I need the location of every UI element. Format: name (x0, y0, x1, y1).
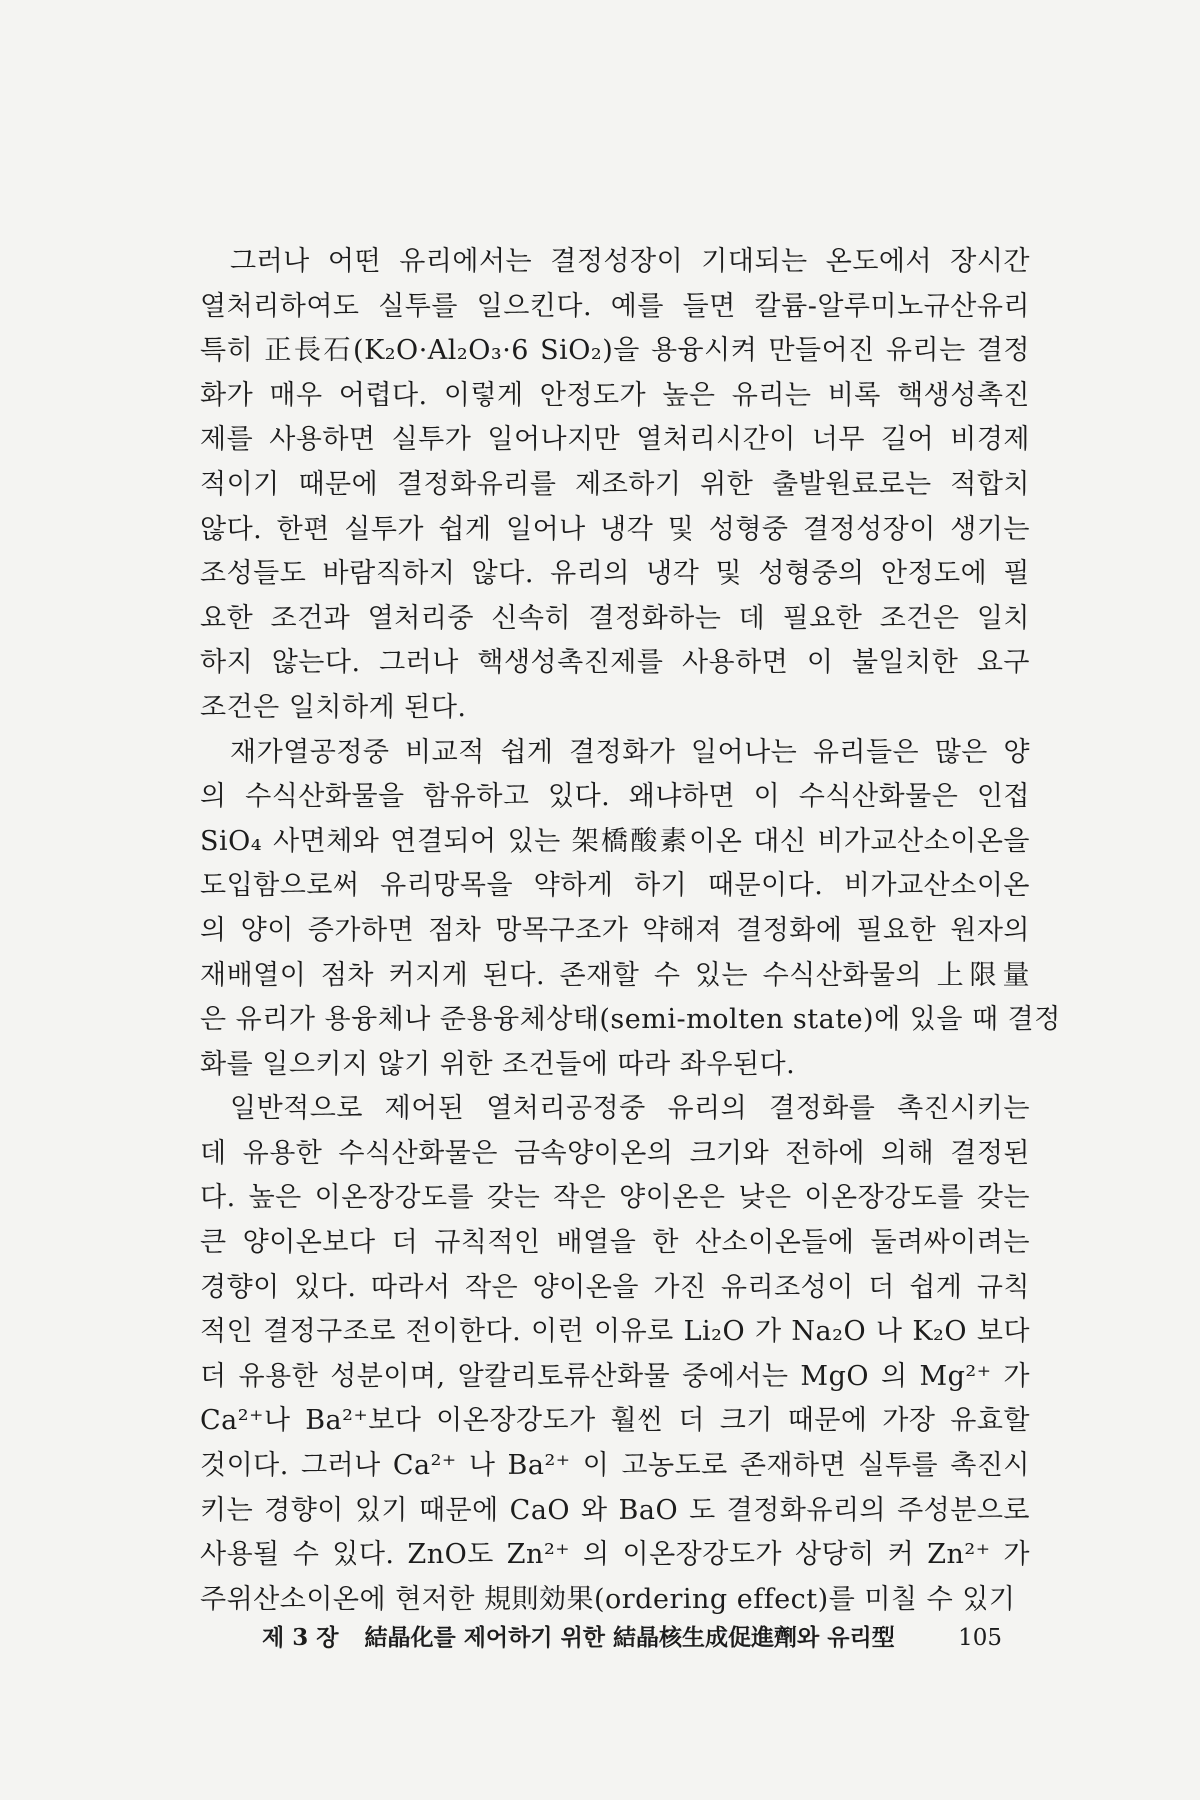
paragraph (200, 240, 1030, 731)
text-line: 다. 높은 이온장강도를 갖는 작은 양이온은 낮은 이온장강도를 갖는 (200, 1182, 1030, 1214)
text-line: SiO₄ 사면체와 연결되어 있는 架橋酸素이온 대신 비가교산소이온을 (200, 825, 1030, 857)
page-number: 105 (958, 1625, 1002, 1651)
text-line: 적이기 때문에 결정화유리를 제조하기 위한 출발원료로는 적합치 (200, 468, 1030, 500)
text-line: 하지 않는다. 그러나 핵생성촉진제를 사용하면 이 불일치한 요구 (200, 647, 1030, 679)
text-line: 조성들도 바람직하지 않다. 유리의 냉각 및 성형중의 안정도에 필 (200, 558, 1030, 590)
paragraph (200, 731, 1061, 1088)
text-line: 재가열공정중 비교적 쉽게 결정화가 일어나는 유리들은 많은 양 (230, 736, 1030, 768)
text-line: 열처리하여도 실투를 일으킨다. 예를 들면 칼륨-알루미노규산유리 (200, 290, 1030, 322)
text-line: 그러나 어떤 유리에서는 결정성장이 기대되는 온도에서 장시간 (230, 246, 1030, 277)
text-line: 큰 양이온보다 더 규칙적인 배열을 한 산소이온들에 둘려싸이려는 (200, 1227, 1030, 1259)
text-line: 재배열이 점차 커지게 된다. 존재할 수 있는 수식산화물의 上限量 (200, 959, 1030, 991)
text-line: 일반적으로 제어된 열처리공정중 유리의 결정화를 촉진시키는 (230, 1093, 1030, 1125)
running-footer (262, 1618, 1002, 1658)
text-line: 제를 사용하면 실투가 일어나지만 열처리시간이 너무 길어 비경제 (200, 424, 1030, 456)
text-line: 요한 조건과 열처리중 신속히 결정화하는 데 필요한 조건은 일치 (200, 602, 1030, 634)
text-line: Ca²⁺나 Ba²⁺보다 이온장강도가 훨씬 더 크기 때문에 가장 유효할 (200, 1405, 1030, 1437)
text-line: 의 수식산화물을 함유하고 있다. 왜냐하면 이 수식산화물은 인접 (200, 781, 1030, 813)
text-line: 의 양이 증가하면 점차 망목구조가 약해져 결정화에 필요한 원자의 (200, 914, 1030, 946)
text-line: 화가 매우 어렵다. 이렇게 안정도가 높은 유리는 비록 핵생성촉진 (200, 379, 1030, 411)
text-line: 조건은 일치하게 된다. (200, 691, 467, 723)
text-line: 경향이 있다. 따라서 작은 양이온을 가진 유리조성이 더 쉽게 규칙 (200, 1271, 1030, 1303)
text-line: 것이다. 그러나 Ca²⁺ 나 Ba²⁺ 이 고농도로 존재하면 실투를 촉진시 (200, 1450, 1030, 1482)
text-line: 적인 결정구조로 전이한다. 이런 이유로 Li₂O 가 Na₂O 나 K₂O 보다 (200, 1316, 1030, 1348)
text-line: 더 유용한 성분이며, 알칼리토류산화물 중에서는 MgO 의 Mg²⁺ 가 (200, 1360, 1030, 1392)
footer-title: 結晶化를 제어하기 위한 結晶核生成促進劑와 유리型 (364, 1624, 895, 1651)
paragraph (200, 1087, 1030, 1622)
text-line: 키는 경향이 있기 때문에 CaO 와 BaO 도 결정화유리의 주성분으로 (200, 1494, 1030, 1526)
body-text (200, 240, 1061, 1622)
text-line: 않다. 한편 실투가 쉽게 일어나 냉각 및 성형중 결정성장이 생기는 (200, 513, 1030, 545)
text-line: 데 유용한 수식산화물은 금속양이온의 크기와 전하에 의해 결정된 (200, 1137, 1030, 1169)
text-line: 은 유리가 용융체나 준용융체상태(semi-molten state)에 있을 때 결정 (200, 1004, 1061, 1036)
text-line: 도입함으로써 유리망목을 약하게 하기 때문이다. 비가교산소이온 (200, 870, 1030, 902)
text-line: 주위산소이온에 현저한 規則効果(ordering effect)를 미칠 수 있기 (200, 1583, 1016, 1615)
text-line: 사용될 수 있다. ZnO도 Zn²⁺ 의 이온장강도가 상당히 커 Zn²⁺ 가 (200, 1539, 1030, 1571)
text-line: 특히 正長石(K₂O·Al₂O₃·6 SiO₂)을 용융시켜 만들어진 유리는 결정 (200, 335, 1030, 367)
footer-chapter: 제 3 장 (262, 1624, 339, 1651)
text-line: 화를 일으키지 않기 위한 조건들에 따라 좌우된다. (200, 1048, 796, 1080)
